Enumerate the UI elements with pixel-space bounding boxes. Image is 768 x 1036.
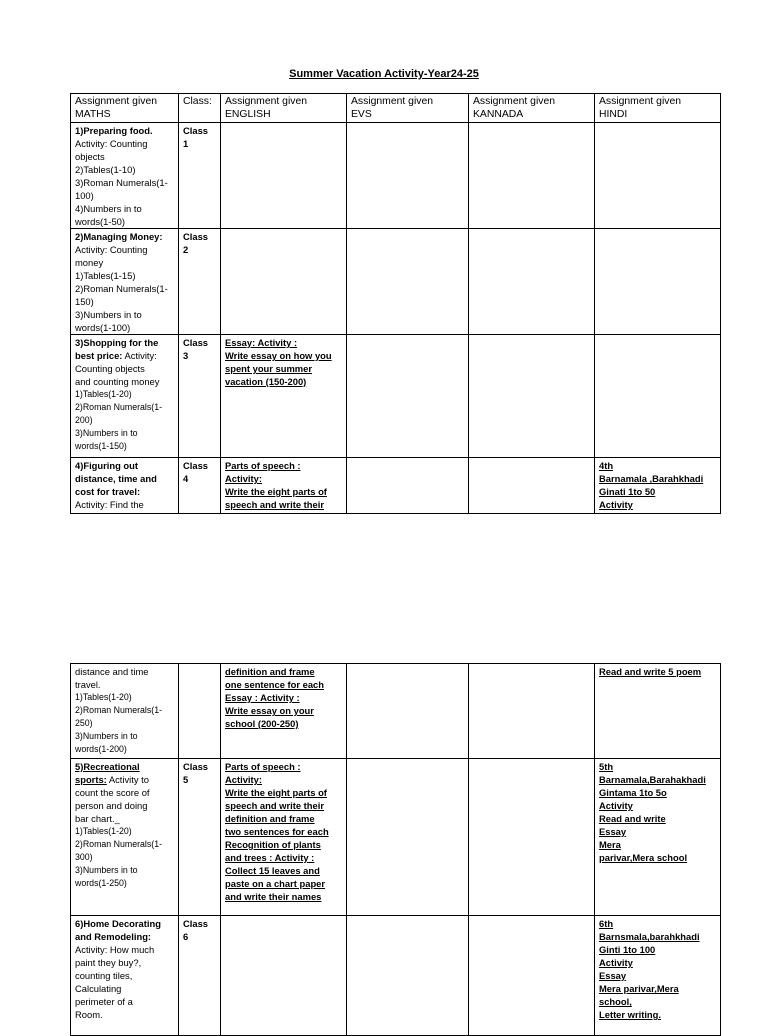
table-header-row [71, 94, 721, 123]
cell-class: Class 5 [179, 759, 221, 916]
page-title: Summer Vacation Activity-Year24-25 [289, 68, 479, 80]
table-row-class-4-continued [71, 664, 721, 759]
header-english: Assignment given ENGLISH [221, 94, 347, 123]
table-row-class-3 [71, 335, 721, 458]
cell-evs [347, 123, 469, 229]
cell-evs [347, 458, 469, 514]
cell-english [221, 916, 347, 1036]
cell-hindi: 6th Barnsmala,barahkhadi Ginti 1to 100 Activity Essay Mera parivar,Mera school, Letter writing. [595, 916, 721, 1036]
cell-english: definition and frame one sentence for each Essay : Activity : Write essay on your school (200-250) [221, 664, 347, 759]
cell-hindi [595, 229, 721, 335]
header-maths: Assignment given MATHS [71, 94, 179, 123]
cell-english: Parts of speech : Activity: Write the eight parts of speech and write their [221, 458, 347, 514]
cell-evs [347, 759, 469, 916]
activity-table-continued [70, 663, 721, 1036]
cell-class: Class 1 [179, 123, 221, 229]
cell-class: Class 4 [179, 458, 221, 514]
cell-maths: 3)Shopping for the best price: Activity: Counting objects and counting money 1)Tables(1-20) 2)Roman Numerals(1- 200) 3)Numbers in to words(1-150) [71, 335, 179, 458]
cell-english [221, 123, 347, 229]
cell-maths: 4)Figuring out distance, time and cost for travel: Activity: Find the [71, 458, 179, 514]
cell-maths: distance and time travel. 1)Tables(1-20) 2)Roman Numerals(1- 250) 3)Numbers in to words(1-200) [71, 664, 179, 759]
cell-maths: 6)Home Decorating and Remodeling: Activity: How much paint they buy?, counting tiles, Calculating perimeter of a Room. [71, 916, 179, 1036]
cell-class: Class 6 [179, 916, 221, 1036]
cell-evs [347, 335, 469, 458]
cell-kannada [469, 916, 595, 1036]
table-row-class-4 [71, 458, 721, 514]
cell-kannada [469, 664, 595, 759]
cell-class: Class 2 [179, 229, 221, 335]
cell-class: Class 3 [179, 335, 221, 458]
cell-maths: 2)Managing Money: Activity: Counting money 1)Tables(1-15) 2)Roman Numerals(1- 150) 3)Numbers in to words(1-100) [71, 229, 179, 335]
cell-kannada [469, 229, 595, 335]
cell-english [221, 229, 347, 335]
cell-kannada [469, 335, 595, 458]
cell-evs [347, 229, 469, 335]
table-row-class-5 [71, 759, 721, 916]
header-evs: Assignment given EVS [347, 94, 469, 123]
table-row-class-2 [71, 229, 721, 335]
cell-hindi: 4th Barnamala ,Barahkhadi Ginati 1to 50 Activity [595, 458, 721, 514]
cell-kannada [469, 759, 595, 916]
cell-english: Parts of speech : Activity: Write the eight parts of speech and write their definition and frame two sentences for each Recognition of plants and trees : Activity : Collect 15 leaves and paste on a chart paper and write their names [221, 759, 347, 916]
header-class: Class: [179, 94, 221, 123]
cell-hindi [595, 123, 721, 229]
table-row-class-1 [71, 123, 721, 229]
cell-kannada [469, 458, 595, 514]
cell-maths: 5)Recreational sports: Activity to count the score of person and doing bar chart._ 1)Tables(1-20) 2)Roman Numerals(1- 300) 3)Numbers in to words(1-250) [71, 759, 179, 916]
cell-class [179, 664, 221, 759]
table-row-class-6 [71, 916, 721, 1036]
cell-hindi: Read and write 5 poem [595, 664, 721, 759]
cell-evs [347, 916, 469, 1036]
cell-kannada [469, 123, 595, 229]
header-kannada: Assignment given KANNADA [469, 94, 595, 123]
cell-hindi: 5th Barnamala,Barahakhadi Gintama 1to 5o Activity Read and write Essay Mera parivar,Mera school [595, 759, 721, 916]
activity-table [70, 93, 721, 514]
cell-evs [347, 664, 469, 759]
cell-english: Essay: Activity : Write essay on how you spent your summer vacation (150-200) [221, 335, 347, 458]
header-hindi: Assignment given HINDI [595, 94, 721, 123]
cell-maths: 1)Preparing food. Activity: Counting objects 2)Tables(1-10) 3)Roman Numerals(1- 100) 4)Numbers in to words(1-50) [71, 123, 179, 229]
cell-hindi [595, 335, 721, 458]
